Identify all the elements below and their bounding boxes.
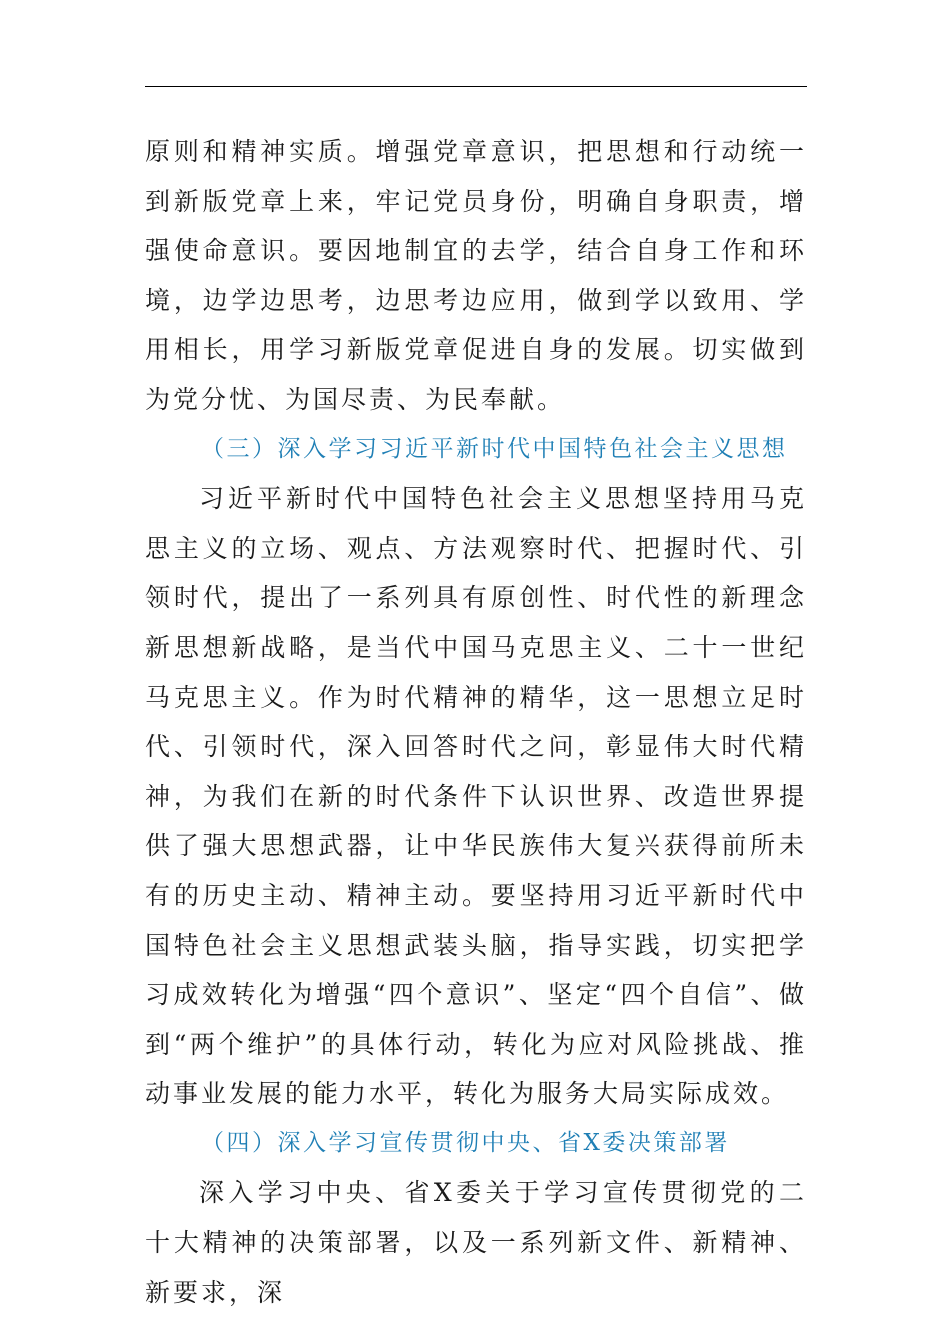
section-heading: （四）深入学习宣传贯彻中央、省X委决策部署 — [201, 1129, 730, 1156]
section-heading: （三）深入学习习近平新时代中国特色社会主义思想 — [201, 435, 788, 462]
header-rule — [145, 86, 807, 87]
body-paragraph: 深入学习中央、省X委关于学习宣传贯彻党的二十大精神的决策部署，以及一系列新文件、新精神、新要求，深 — [145, 1178, 807, 1307]
document-body — [145, 127, 807, 1317]
body-paragraph: 习近平新时代中国特色社会主义思想坚持用马克思主义的立场、观点、方法观察时代、把握时代、引领时代，提出了一系列具有原创性、时代性的新理念新思想新战略，是当代中国马克思主义、二十一世纪马克思主义。作为时代精神的精华，这一思想立足时代、引领时代，深入回答时代之问，彰显伟大时代精神，为我们在新的时代条件下认识世界、改造世界提供了强大思想武器，让中华民族伟大复兴获得前所未有的历史主动、精神主动。要坚持用习近平新时代中国特色社会主义思想武装头脑，指导实践，切实把学习成效转化为增强“四个意识”、坚定“四个自信”、做到“两个维护”的具体行动，转化为应对风险挑战、推动事业发展的能力水平，转化为服务大局实际成效。 — [145, 484, 807, 1109]
body-paragraph: 原则和精神实质。增强党章意识，把思想和行动统一到新版党章上来，牢记党员身份，明确自身职责，增强使命意识。要因地制宜的去学，结合自身工作和环境，边学边思考，边思考边应用，做到学以致用、学用相长，用学习新版党章促进自身的发展。切实做到为党分忧、为国尽责、为民奉献。 — [145, 137, 807, 414]
